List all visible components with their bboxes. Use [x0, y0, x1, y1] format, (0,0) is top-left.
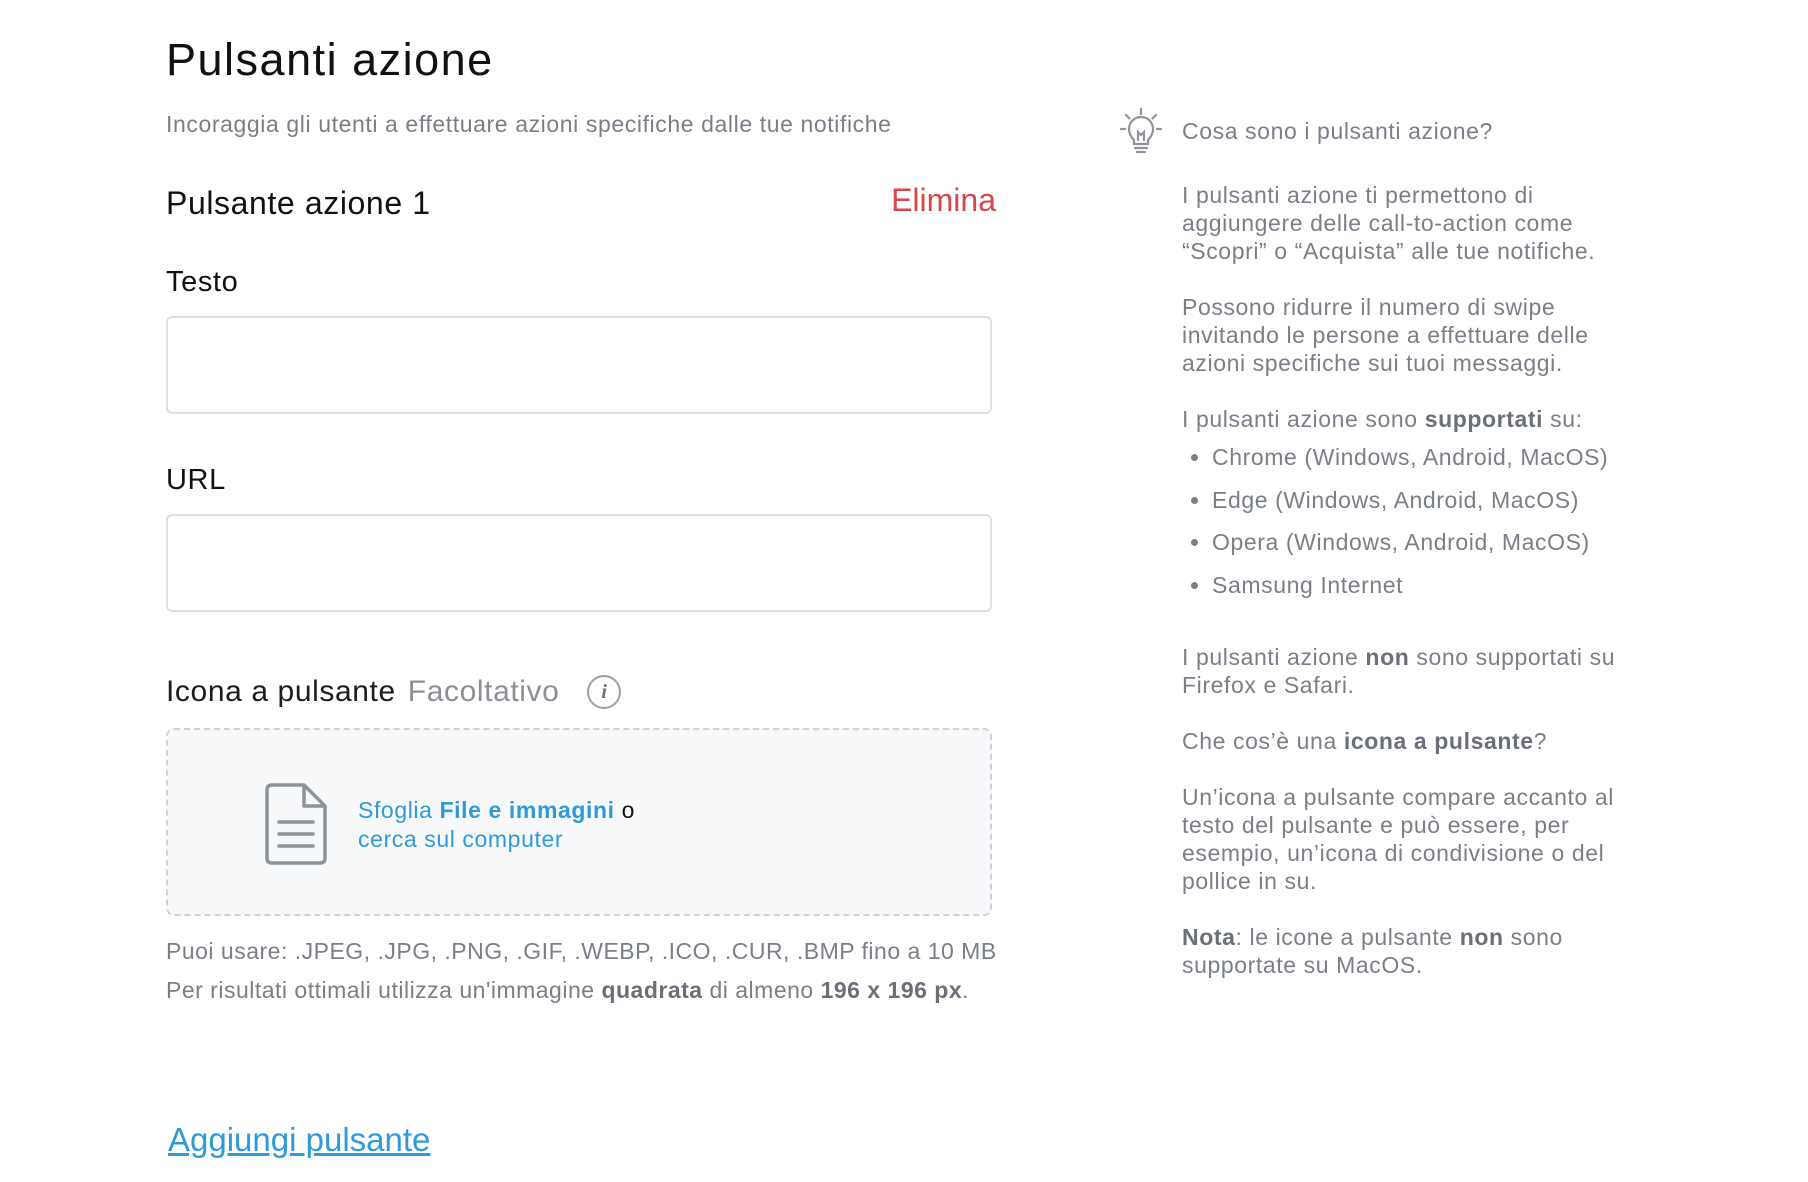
- help-paragraph: Nota: le icone a pulsante non sono supportate su MacOS.: [1182, 923, 1563, 978]
- info-icon[interactable]: i: [587, 675, 621, 709]
- page-subtitle: Incoraggia gli utenti a effettuare azioni specifiche dalle tue notifiche: [166, 111, 892, 137]
- button-section-title: Pulsante azione 1: [166, 185, 431, 221]
- url-field-label: URL: [166, 464, 226, 496]
- help-paragraph: I pulsanti azione non sono supportati su Firefox e Safari.: [1182, 643, 1616, 698]
- list-item: • Opera (Windows, Android, MacOS): [1212, 528, 1652, 556]
- help-paragraph: I pulsanti azione sono supportati su:: [1182, 406, 1583, 432]
- help-paragraph: Che cos’è una icona a pulsante?: [1182, 727, 1548, 754]
- lightbulb-icon: [1120, 108, 1162, 154]
- help-paragraph: Possono ridurre il numero di swipe invitando le persone a effettuare delle azioni specifiche sui tuoi messaggi.: [1182, 294, 1589, 376]
- supported-formats-hint: Puoi usare: .JPEG, .JPG, .PNG, .GIF, .WEBP, .ICO, .CUR, .BMP fino a 10 MB: [166, 938, 997, 964]
- dropzone-text: [358, 796, 635, 854]
- list-item: • Edge (Windows, Android, MacOS): [1212, 486, 1652, 514]
- browse-files-link[interactable]: Sfoglia File e immagini: [358, 797, 615, 823]
- optimal-size-hint: Per risultati ottimali utilizza un'immagine quadrata di almeno 196 x 196 px.: [166, 977, 970, 1003]
- list-item: • Chrome (Windows, Android, MacOS): [1212, 443, 1652, 471]
- supported-browsers-list: [1182, 443, 1652, 599]
- delete-button[interactable]: Elimina: [891, 182, 996, 218]
- list-item: • Samsung Internet: [1212, 571, 1652, 599]
- or-text: o: [614, 797, 636, 823]
- help-title: Cosa sono i pulsanti azione?: [1182, 118, 1493, 144]
- search-computer-link[interactable]: cerca sul computer: [358, 826, 564, 852]
- button-icon-label: Icona a pulsante: [166, 675, 396, 708]
- text-field[interactable]: [166, 316, 992, 414]
- text-field-label: Testo: [166, 266, 239, 298]
- button-icon-label-row: [166, 675, 621, 709]
- help-paragraph: I pulsanti azione ti permettono di aggiungere delle call-to-action come “Scopri” o “Acquista” alle tue notifiche.: [1182, 182, 1596, 264]
- page-title: Pulsanti azione: [166, 34, 494, 85]
- help-paragraph: Un’icona a pulsante compare accanto al testo del pulsante e può essere, per esempio, un’icona di condivisione o del pollice in su.: [1182, 783, 1614, 894]
- optional-label: Facoltativo: [407, 675, 560, 708]
- add-button-link[interactable]: Aggiungi pulsante: [168, 1121, 431, 1158]
- file-dropzone[interactable]: [166, 728, 992, 916]
- document-icon: [264, 782, 328, 866]
- url-field[interactable]: [166, 514, 992, 612]
- help-body: [1182, 181, 1652, 979]
